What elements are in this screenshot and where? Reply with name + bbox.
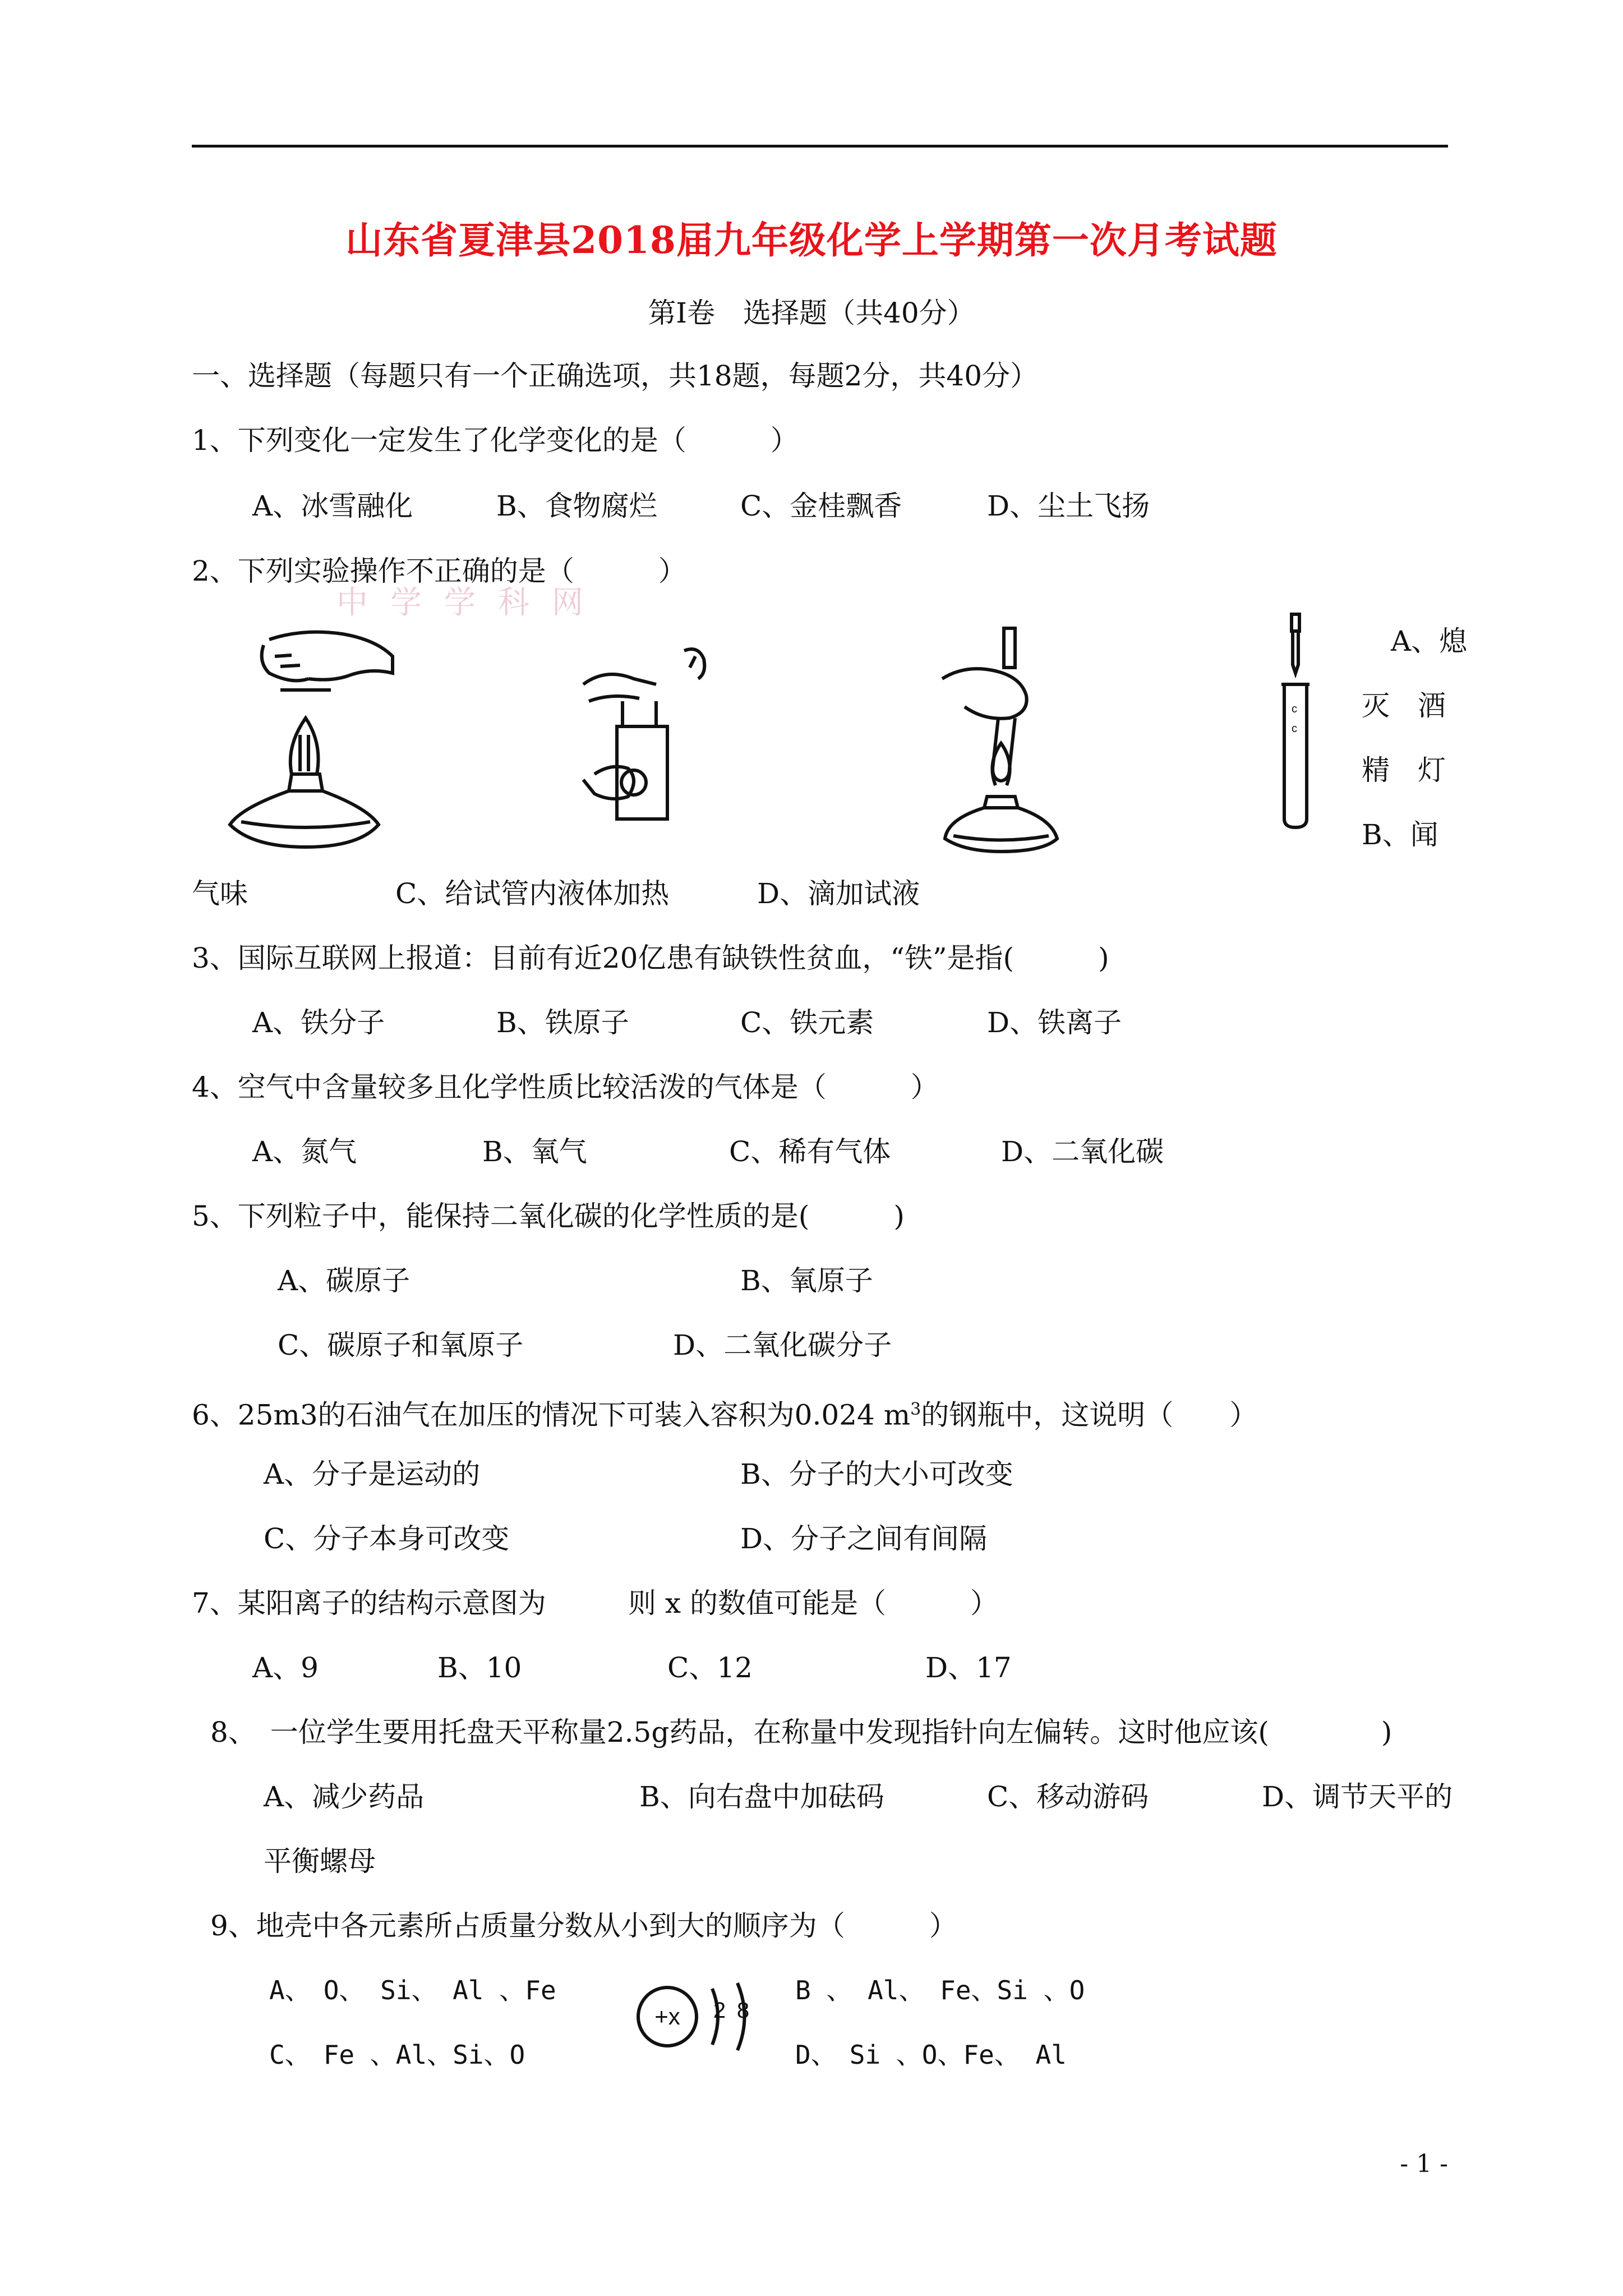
q5-option-d: D、二氧化碳分子	[673, 1329, 892, 1361]
q4-option-a: A、氮气	[252, 1135, 357, 1168]
q4-stem: 4、空气中含量较多且化学性质比较活泼的气体是（ ）	[192, 1071, 939, 1103]
section-heading: 一、选择题（每题只有一个正确选项，共18题，每题2分，共40分）	[192, 360, 1039, 392]
q6-option-b: B、分子的大小可改变	[740, 1458, 1013, 1490]
q1-stem: 1、下列变化一定发生了化学变化的是（ ）	[192, 424, 799, 457]
q5-option-a: A、碳原子	[278, 1264, 411, 1297]
q7-option-a: A、9	[252, 1651, 319, 1684]
svg-text:c: c	[1292, 723, 1297, 735]
figure-d-drop-reagent	[1276, 611, 1315, 832]
q4-option-d: D、二氧化碳	[1001, 1135, 1164, 1168]
q9-option-a: A、 O、 Si、 Al 、Fe	[269, 1975, 556, 2005]
q6-option-d: D、分子之间有间隔	[740, 1522, 988, 1555]
q5-stem: 5、下列粒子中，能保持二氧化碳的化学性质的是( )	[192, 1200, 905, 1232]
q2-cont-3: D、滴加试液	[757, 877, 920, 910]
ion-shell-1-count: 2	[713, 1998, 726, 2023]
q6-option-c: C、分子本身可改变	[264, 1522, 510, 1555]
section-subtitle: 第Ⅰ卷 选择题（共40分）	[648, 297, 975, 329]
q2-cont-1: 气味	[192, 877, 248, 910]
q7-option-d: D、17	[925, 1651, 1012, 1684]
ion-nucleus-label: +x	[654, 2003, 680, 2030]
q6-option-a: A、分子是运动的	[264, 1458, 481, 1490]
q8-option-d: D、调节天平的	[1262, 1780, 1453, 1813]
q1-option-a: A、冰雪融化	[252, 490, 413, 522]
q7-stem-part-b: 则 x 的数值可能是（ ）	[628, 1587, 998, 1619]
q5-option-b: B、氧原子	[740, 1264, 873, 1297]
q3-stem: 3、国际互联网上报道：目前有近20亿患有缺铁性贫血，“铁”是指( )	[192, 942, 1109, 974]
q3-option-d: D、铁离子	[987, 1006, 1122, 1039]
q8-option-b: B、向右盘中加砝码	[639, 1780, 884, 1813]
page-title: 山东省夏津县2018届九年级化学上学期第一次月考试题	[345, 218, 1278, 262]
q1-option-d: D、尘土飞扬	[987, 490, 1150, 522]
q6-stem-part-b: 的钢瓶中，这说明（ ）	[921, 1398, 1258, 1432]
q6-stem-part-a: 6、25m3的石油气在加压的情况下可装入容积为0.024 m	[192, 1398, 911, 1432]
q8-stem: 8、 一位学生要用托盘天平称量2.5g药品，在称量中发现指针向左偏转。这时他应该( )	[210, 1716, 1393, 1749]
q9-option-c: C、 Fe 、Al、Si、O	[269, 2040, 525, 2070]
q2-side-label-3: 精 灯	[1362, 754, 1446, 786]
q4-option-c: C、稀有气体	[729, 1135, 891, 1168]
q3-option-a: A、铁分子	[252, 1006, 385, 1039]
q5-option-c: C、碳原子和氧原子	[278, 1329, 524, 1361]
q3-option-b: B、铁原子	[496, 1006, 629, 1039]
figure-a-alcohol-lamp	[208, 623, 398, 855]
q6-stem-superscript: 3	[910, 1400, 921, 1419]
q7-stem-part-a: 7、某阳离子的结构示意图为	[192, 1587, 546, 1619]
q3-option-c: C、铁元素	[740, 1006, 874, 1039]
q2-stem: 2、下列实验操作不正确的是（ ）	[192, 555, 686, 587]
q4-option-b: B、氧气	[482, 1135, 587, 1168]
q8-option-a: A、减少药品	[264, 1780, 425, 1813]
q9-option-d: D、 Si 、O、Fe、 Al	[795, 2040, 1067, 2070]
watermark: 中学学科网	[336, 585, 606, 621]
svg-text:c: c	[1292, 703, 1297, 715]
q7-option-b: B、10	[437, 1651, 522, 1684]
q2-cont-2: C、给试管内液体加热	[395, 877, 670, 910]
q8-option-c: C、移动游码	[987, 1780, 1149, 1813]
q9-stem: 9、地壳中各元素所占质量分数从小到大的顺序为（ ）	[210, 1910, 957, 1942]
q1-option-c: C、金桂飘香	[740, 490, 902, 522]
page-number: - 1 -	[1400, 2150, 1448, 2178]
q2-side-label-1: A、熄	[1391, 625, 1468, 657]
q7-option-c: C、12	[667, 1651, 753, 1684]
q1-option-b: B、食物腐烂	[496, 490, 657, 522]
q2-side-label-4: B、闻	[1362, 818, 1438, 851]
ion-structure-diagram	[628, 1966, 768, 2069]
figure-b-smell-gas	[572, 634, 723, 838]
q2-side-label-2: 灭 酒	[1362, 689, 1446, 722]
q8-option-d-cont: 平衡螺母	[264, 1845, 376, 1878]
ion-shell-2-count: 8	[736, 1998, 750, 2023]
q6-stem	[192, 1393, 1257, 1432]
figure-c-heat-test-tube	[931, 617, 1077, 855]
header-rule	[192, 145, 1448, 148]
q9-option-b: B 、 Al、 Fe、Si 、O	[795, 1975, 1085, 2005]
